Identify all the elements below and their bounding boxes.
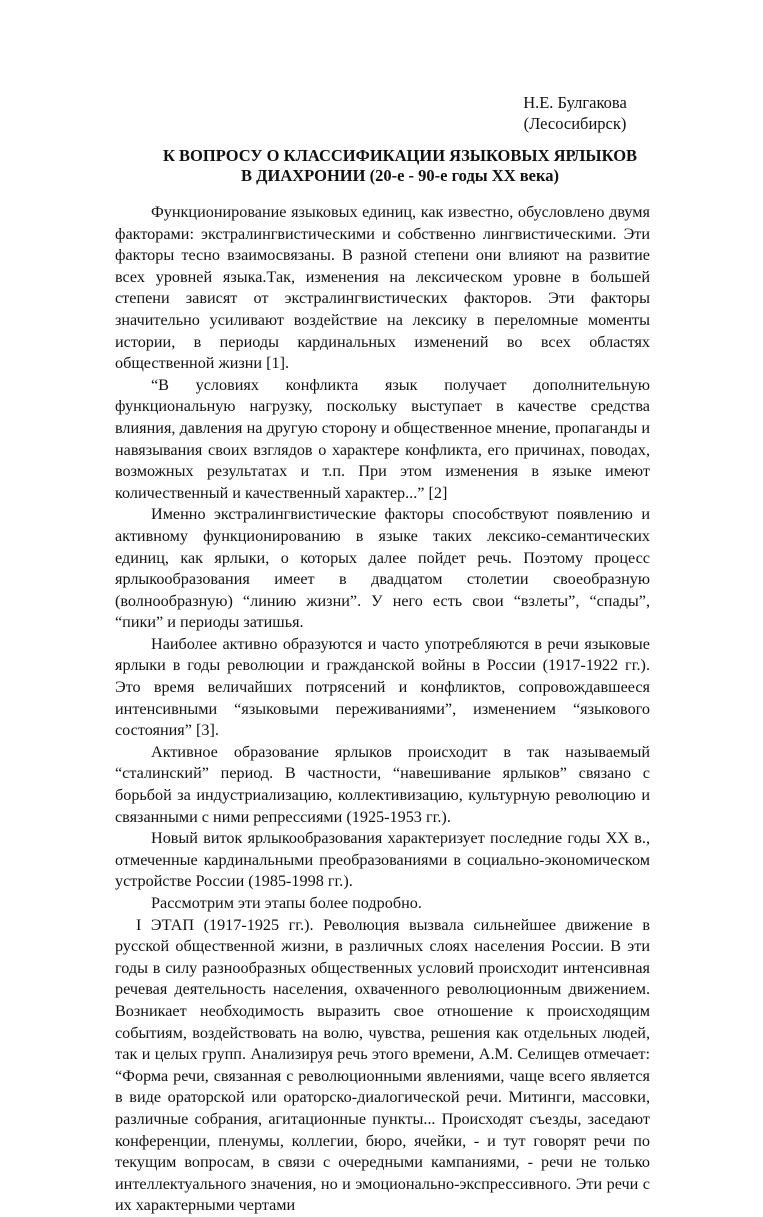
paragraph-7: Рассмотрим эти этапы более подробно. (151, 894, 422, 912)
paragraph-6: Новый виток ярлыкообразования характеризует последние годы ХХ в., отмеченные кардинальными преобразованиями в социально-экономическом устройстве России (1985-1998 гг.). (115, 829, 650, 891)
author-city: (Лесосибирск) (523, 114, 627, 133)
paragraph-5: Активное образование ярлыков происходит в так называемый “сталинский” период. В частности, “навешивание ярлыков” связано с борьбой за индустриализацию, коллективизацию, культурную революцию и связанными с ними репрессиями (1925-1953 гг.). (115, 742, 650, 826)
paragraph-1: Функционирование языковых единиц, как известно, обусловлено двумя факторами: экстралингвистическими и собственно лингвистическими. Эти факторы тесно взаимосвязаны. В разной степени они влияют на развитие всех уровней языка.Так, изменения на лексическом уровне в большей степени зависят от экстралингвистических факторов. Эти факторы значительно усиливают воздействие на лексику в переломные моменты истории, в периоды кардинальных изменений во всех областях общественной жизни [1]. (115, 203, 650, 373)
paragraph-4: Наиболее активно образуются и часто употребляются в речи языковые ярлыки в годы революции и гражданской войны в России (1917-1922 гг.). Это время величайших потрясений и конфликтов, сопровождавшееся интенсивными “языковыми переживаниями”, изменением “языкового состояния” [3]. (115, 634, 650, 740)
author-block (505, 92, 645, 134)
article-title (90, 146, 710, 186)
paragraph-2: “В условиях конфликта язык получает дополнительную функциональную нагрузку, поскольку выступает в качестве средства влияния, давления на другую сторону и общественное мнение, пропаганды и навязывания своих взглядов о характере конфликта, его причинах, поводах, возможных результатах и т.п. При этом изменения в языке имеют количественный и качественный характер...” [2] (115, 375, 650, 502)
title-line-2: В ДИАХРОНИИ (20-е - 90-е годы ХХ века) (241, 166, 559, 185)
article-body (115, 202, 650, 1217)
paragraph-8: I ЭТАП (1917-1925 гг.). Революция вызвала сильнейшее движение в русской общественной жизни, в различных слоях населения России. В эти годы в силу разнообразных общественных условий происходит интенсивная речевая деятельность населения, охваченного революционным движением. Возникает необходимость выразить свое отношение к происходящим событиям, воздействовать на волю, чувства, решения как отдельных людей, так и целых групп. Анализируя речь этого времени, А.М. Селищев отмечает: “Форма речи, связанная с революционными явлениями, чаще всего является в виде ораторской или ораторско-диалогической речи. Митинги, массовки, различные собрания, агитационные пункты... Происходят съезды, заседают конференции, пленумы, коллегии, бюро, ячейки, - и тут говорят речи по текущим вопросам, в связи с очередными кампаниями, - речи не только интеллектуального значения, но и эмоционально-экспрессивного. Эти речи с их характерными чертами (115, 915, 650, 1215)
title-line-1: К ВОПРОСУ О КЛАССИФИКАЦИИ ЯЗЫКОВЫХ ЯРЛЫКОВ (162, 146, 638, 165)
paragraph-3: Именно экстралингвистические факторы способствуют появлению и активному функционированию в языке таких лексико-семантических единиц, как ярлыки, о которых далее пойдет речь. Поэтому процесс ярлыкообразования имеет в двадцатом столетии своеобразную (волнообразную) “линию жизни”. У него есть свои “взлеты”, “спады”, “пики” и периоды затишья. (115, 505, 650, 632)
author-name: Н.Е. Булгакова (523, 93, 627, 112)
